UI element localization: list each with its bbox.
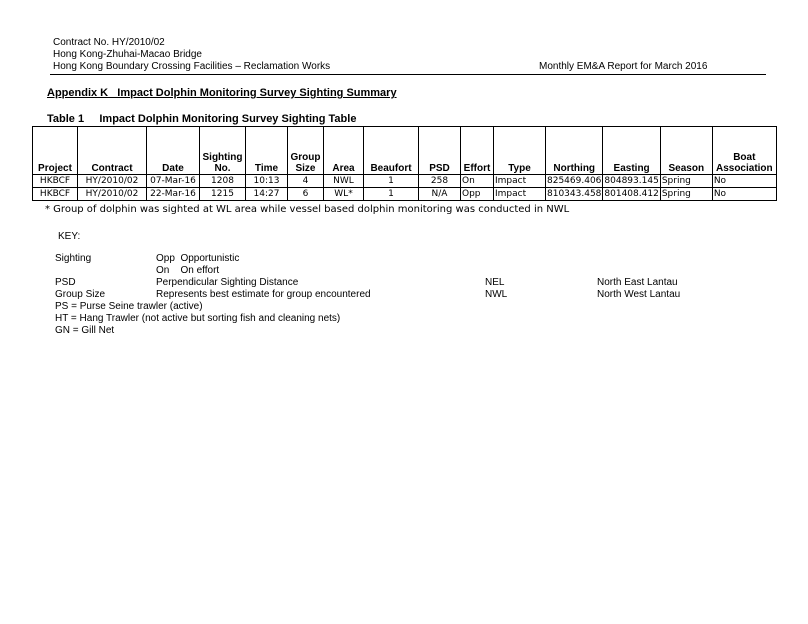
key-ht: HT = Hang Trawler (not active but sorting fish and cleaning nets)	[55, 313, 341, 324]
table-cell: HKBCF	[33, 188, 78, 201]
appendix-title: Appendix K Impact Dolphin Monitoring Survey Sighting Summary	[47, 87, 397, 99]
column-header: Type	[494, 127, 546, 175]
table-header-row	[33, 127, 777, 175]
column-header: Beaufort	[364, 127, 419, 175]
column-header: Group Size	[288, 127, 324, 175]
table-cell: 6	[288, 188, 324, 201]
column-header: Easting	[603, 127, 660, 175]
key-desc-on: On On effort	[156, 265, 220, 276]
table-cell: N/A	[419, 188, 461, 201]
report-title: Monthly EM&A Report for March 2016	[539, 61, 708, 72]
table-cell: 1208	[200, 175, 246, 188]
header-rule	[50, 74, 766, 75]
table-cell: Impact	[494, 175, 546, 188]
key-desc-group-size: Represents best estimate for group encountered	[156, 289, 371, 300]
table-cell: No	[712, 175, 776, 188]
key-gn: GN = Gill Net	[55, 325, 115, 336]
table-cell: 1215	[200, 188, 246, 201]
column-header: PSD	[419, 127, 461, 175]
works-name: Hong Kong Boundary Crossing Facilities – Reclamation Works	[53, 61, 331, 72]
column-header: Project	[33, 127, 78, 175]
table-cell: 14:27	[246, 188, 288, 201]
table-cell: 1	[364, 188, 419, 201]
table-cell: 810343.458	[547, 188, 602, 199]
key-label-psd: PSD	[55, 277, 76, 288]
table-cell: 801408.412	[604, 188, 659, 199]
column-header: Area	[324, 127, 364, 175]
table-cell: HY/2010/02	[78, 175, 147, 188]
table-cell: NWL	[324, 175, 364, 188]
table-title: Table 1 Impact Dolphin Monitoring Survey Sighting Table	[47, 113, 357, 125]
table-cell: 1	[364, 175, 419, 188]
table-cell: 4	[288, 175, 324, 188]
table-cell: HY/2010/02	[78, 188, 147, 201]
table-row	[33, 175, 777, 188]
key-label-sighting: Sighting	[55, 253, 92, 264]
column-header: Effort	[461, 127, 494, 175]
table-cell: Impact	[494, 188, 546, 201]
table-cell: 10:13	[246, 175, 288, 188]
column-header: Season	[660, 127, 712, 175]
key-label-group-size: Group Size	[55, 289, 106, 300]
key-desc-psd: Perpendicular Sighting Distance	[156, 277, 299, 288]
key-desc-nel: North East Lantau	[597, 277, 678, 288]
project-name: Hong Kong-Zhuhai-Macao Bridge	[53, 49, 202, 60]
table-cell: 258	[419, 175, 461, 188]
contract-number: Contract No. HY/2010/02	[53, 37, 165, 48]
key-desc-nwl: North West Lantau	[597, 289, 681, 300]
table-cell: Spring	[660, 175, 712, 188]
column-header: Boat Association	[712, 127, 776, 175]
column-header: Date	[147, 127, 200, 175]
sighting-table	[32, 126, 777, 201]
table-cell: WL*	[324, 188, 364, 201]
key-label-nel: NEL	[485, 277, 505, 288]
table-cell: Opp	[461, 188, 494, 201]
key-title: KEY:	[58, 231, 81, 242]
column-header: Northing	[546, 127, 603, 175]
key-desc-opp: Opp Opportunistic	[156, 253, 240, 264]
column-header: Time	[246, 127, 288, 175]
table-cell: 22-Mar-16	[147, 188, 200, 201]
key-ps: PS = Purse Seine trawler (active)	[55, 301, 203, 312]
table-cell: Spring	[660, 188, 712, 201]
table-row	[33, 188, 777, 201]
table-cell: On	[461, 175, 494, 188]
table-cell: 804893.145	[604, 175, 659, 186]
key-label-nwl: NWL	[485, 289, 508, 300]
column-header: Sighting No.	[200, 127, 246, 175]
table-cell: No	[712, 188, 776, 201]
table-cell: 825469.406	[547, 175, 602, 186]
table-cell: HKBCF	[33, 175, 78, 188]
column-header: Contract	[78, 127, 147, 175]
table-cell: 07-Mar-16	[147, 175, 200, 188]
table-footnote: * Group of dolphin was sighted at WL area while vessel based dolphin monitoring was conducted in NWL	[45, 204, 570, 215]
